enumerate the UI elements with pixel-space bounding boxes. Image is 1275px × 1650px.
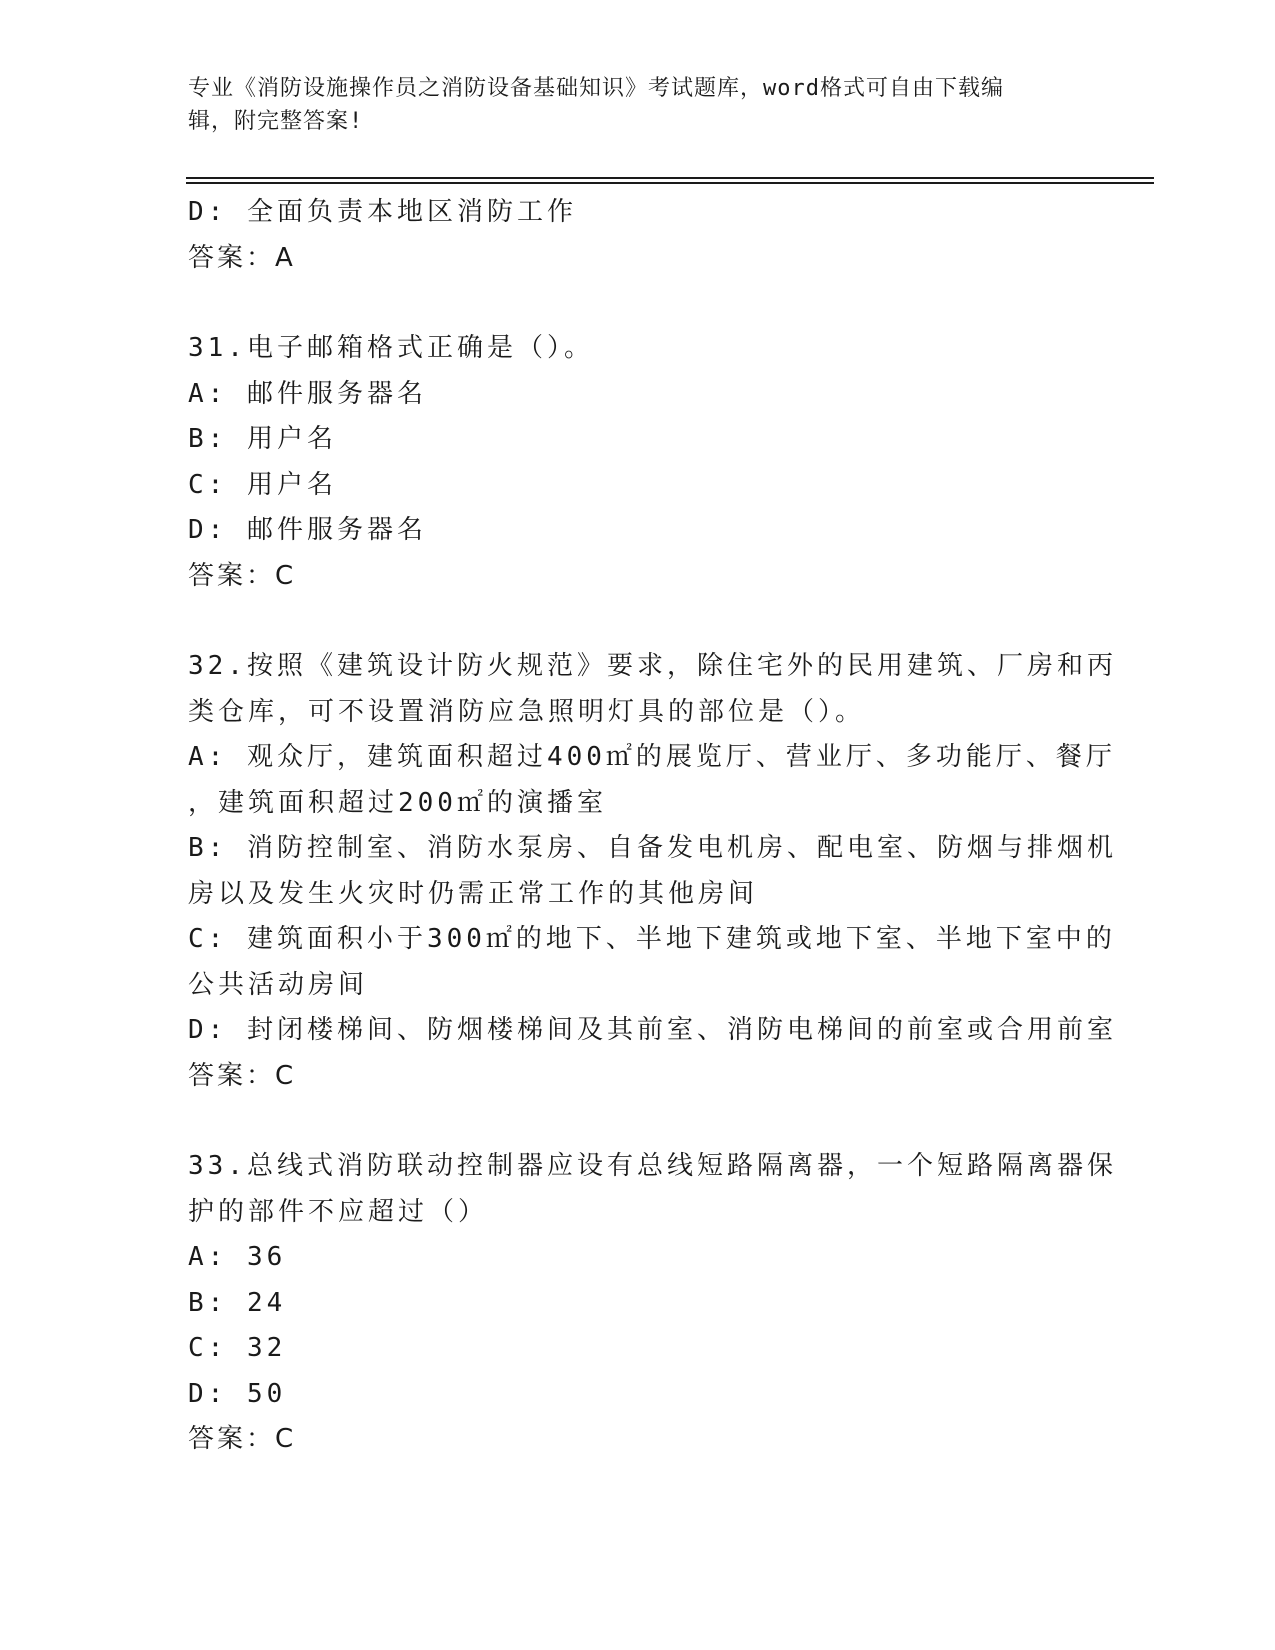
spacer — [188, 599, 1088, 644]
spacer — [188, 281, 1088, 326]
q32-stem-line-1: 32.按照《建筑设计防火规范》要求，除住宅外的民用建筑、厂房和丙 — [188, 651, 1117, 681]
question-list — [188, 190, 1117, 1463]
q31-option-b: B: 用户名 — [188, 424, 337, 454]
q32-option-d: D: 封闭楼梯间、防烟楼梯间及其前室、消防电梯间的前室或合用前室 — [188, 1015, 1117, 1045]
q31-option-a: A: 邮件服务器名 — [188, 378, 427, 409]
q33-answer: 答案：C — [188, 1424, 297, 1454]
q32-option-c-line-2: 公共活动房间 — [188, 969, 369, 1000]
spacer — [188, 1099, 1088, 1144]
q31-option-d: D: 邮件服务器名 — [188, 515, 427, 545]
header-line-2: 辑，附完整答案! — [188, 109, 364, 134]
document-header — [188, 72, 1068, 138]
prev-answer: 答案：A — [188, 242, 296, 273]
q31-stem: 31.电子邮箱格式正确是（）。 — [188, 333, 594, 363]
header-line-1: 专业《消防设施操作员之消防设备基础知识》考试题库，word格式可自由下载编 — [188, 76, 1004, 101]
q32-answer: 答案：C — [188, 1060, 297, 1091]
q33-option-d: D: 50 — [188, 1378, 287, 1409]
q33-option-b: B: 24 — [188, 1287, 287, 1318]
prev-option-d: D: 全面负责本地区消防工作 — [188, 197, 577, 227]
q32-option-b-line-1: B: 消防控制室、消防水泵房、自备发电机房、配电室、防烟与排烟机 — [188, 833, 1117, 863]
header-rule-bottom — [186, 182, 1154, 184]
q33-stem-line-2: 护的部件不应超过（） — [188, 1196, 489, 1227]
q31-option-c: C: 用户名 — [188, 469, 337, 500]
q33-option-c: C: 32 — [188, 1333, 287, 1363]
q32-option-a-line-2: ，建筑面积超过200㎡的演播室 — [188, 787, 607, 818]
q32-option-a-line-1: A: 观众厅，建筑面积超过400㎡的展览厅、营业厅、多功能厅、餐厅 — [188, 742, 1116, 772]
q31-answer: 答案：C — [188, 560, 297, 591]
q33-stem-line-1: 33.总线式消防联动控制器应设有总线短路隔离器，一个短路隔离器保 — [188, 1151, 1117, 1181]
q32-option-b-line-2: 房以及发生火灾时仍需正常工作的其他房间 — [188, 878, 759, 909]
q33-option-a: A: 36 — [188, 1242, 287, 1272]
q32-option-c-line-1: C: 建筑面积小于300㎡的地下、半地下建筑或地下室、半地下室中的 — [188, 924, 1116, 954]
q32-stem-line-2: 类仓库，可不设置消防应急照明灯具的部位是（）。 — [188, 696, 866, 727]
header-rule-top — [186, 177, 1154, 179]
